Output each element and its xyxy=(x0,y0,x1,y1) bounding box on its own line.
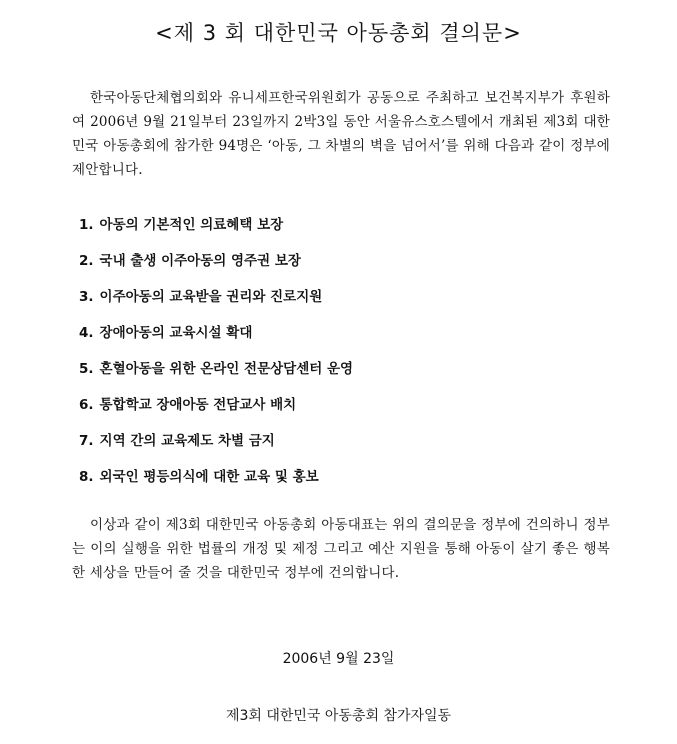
list-item xyxy=(79,459,353,495)
item-text: 지역 간의 교육제도 차별 금지 xyxy=(99,433,275,449)
list-item xyxy=(79,279,353,315)
item-number: 7. xyxy=(79,433,94,449)
item-number: 2. xyxy=(79,253,94,269)
item-number: 1. xyxy=(79,217,94,233)
list-item xyxy=(79,351,353,387)
list-item xyxy=(79,207,353,243)
item-text: 통합학교 장애아동 전담교사 배치 xyxy=(99,397,297,413)
intro-paragraph: 한국아동단체협의회와 유니세프한국위원회가 공동으로 주최하고 보건복지부가 후원하여 2006년 9월 21일부터 23일까지 2박3일 동안 서울유스호스텔에서 개최된 제3회 대한민국 아동총회에 참가한 94명은 ‘아동, 그 차별의 벽을 넘어서’를 위해 다음과 같이 정부에 제안합니다. xyxy=(72,90,610,178)
item-text: 장애아동의 교육시설 확대 xyxy=(99,325,253,341)
signature-line: 제3회 대한민국 아동총회 참가자일동 xyxy=(225,708,452,724)
list-item xyxy=(79,315,353,351)
item-text: 외국인 평등의식에 대한 교육 및 홍보 xyxy=(99,469,319,485)
item-number: 6. xyxy=(79,397,94,413)
resolution-list xyxy=(79,207,353,495)
item-text: 아동의 기본적인 의료혜택 보장 xyxy=(99,217,284,233)
closing-paragraph: 이상과 같이 제3회 대한민국 아동총회 아동대표는 위의 결의문을 정부에 건의하니 정부는 이의 실행을 위한 법률의 개정 및 제정 그리고 예산 지원을 통해 아동이 살기 좋은 행복한 세상을 만들어 줄 것을 대한민국 정부에 건의합니다. xyxy=(72,517,610,581)
list-item xyxy=(79,387,353,423)
list-item xyxy=(79,423,353,459)
item-number: 8. xyxy=(79,469,94,485)
list-item xyxy=(79,243,353,279)
document-date: 2006년 9월 23일 xyxy=(282,651,395,667)
document-title: <제 3 회 대한민국 아동총회 결의문> xyxy=(155,21,522,45)
item-text: 혼혈아동을 위한 온라인 전문상담센터 운영 xyxy=(99,361,354,377)
item-text: 이주아동의 교육받을 권리와 진로지원 xyxy=(99,289,323,305)
item-number: 3. xyxy=(79,289,94,305)
item-number: 5. xyxy=(79,361,94,377)
item-text: 국내 출생 이주아동의 영주권 보장 xyxy=(99,253,301,269)
item-number: 4. xyxy=(79,325,94,341)
